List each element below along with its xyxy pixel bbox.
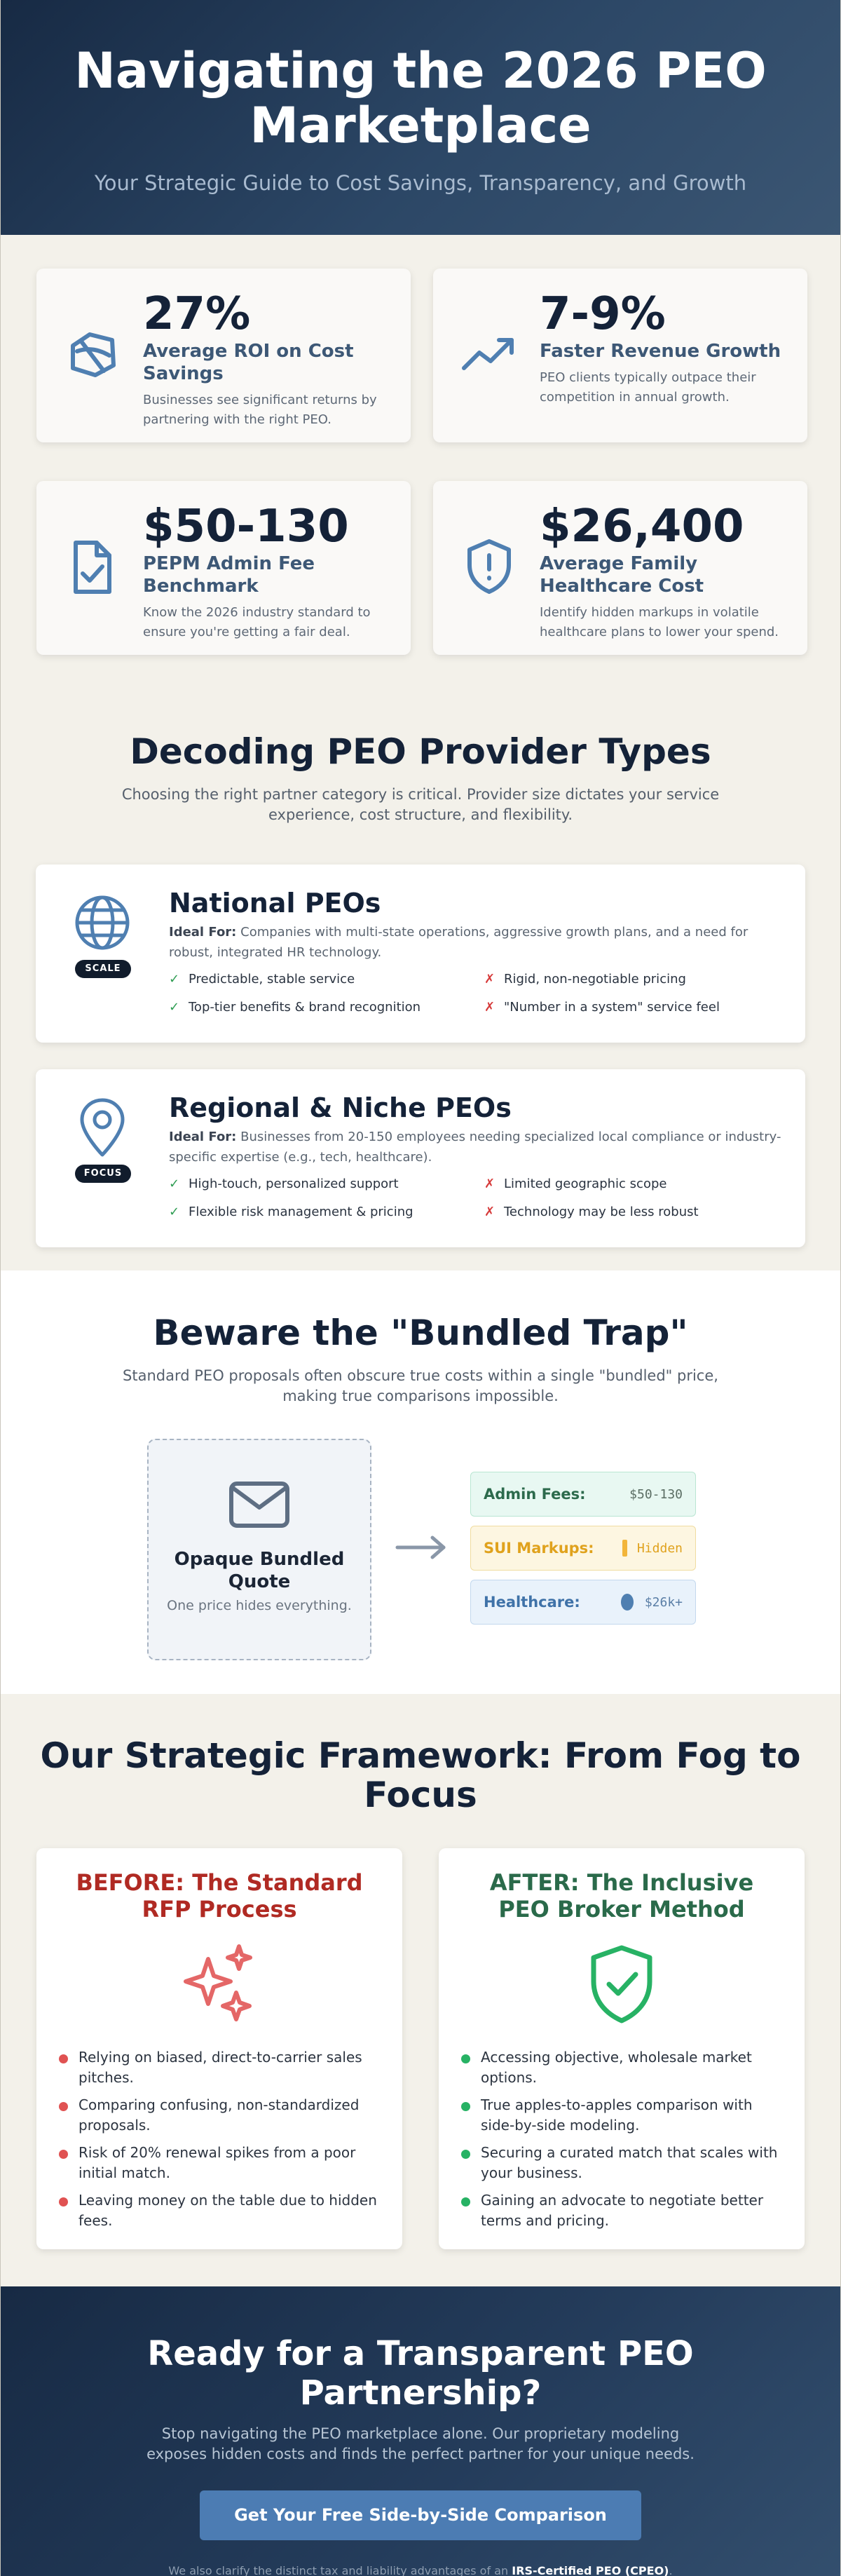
stat-card-roi bbox=[36, 269, 411, 442]
stat-card-healthcare bbox=[433, 481, 807, 655]
page-title: Navigating the 2026 PEO Marketplace bbox=[74, 42, 767, 154]
con-item bbox=[484, 1202, 779, 1222]
bundle-diagram bbox=[1, 1439, 840, 1670]
bundled-trap-section bbox=[1, 1270, 840, 1694]
fee-row-sui bbox=[470, 1526, 696, 1571]
quote-subtitle: One price hides everything. bbox=[167, 1598, 352, 1613]
list-item: True apples-to-apples comparison with side-by-side modeling. bbox=[461, 2095, 782, 2136]
cta-section bbox=[1, 2286, 840, 2576]
section-title: Beware the "Bundled Trap" bbox=[153, 1313, 688, 1353]
shield-check-icon bbox=[580, 1942, 664, 2026]
con-text: "Number in a system" service feel bbox=[504, 1000, 720, 1015]
after-card bbox=[439, 1848, 805, 2249]
con-item bbox=[484, 1174, 779, 1194]
fee-value-text: $50-130 bbox=[629, 1486, 683, 1502]
get-comparison-button[interactable]: Get Your Free Side-by-Side Comparison bbox=[200, 2490, 641, 2540]
cta-note-suffix: . bbox=[669, 2564, 673, 2576]
stat-description: Identify hidden markups in volatile healthcare plans to lower your spend. bbox=[540, 605, 779, 639]
list-item: Accessing objective, wholesale market options. bbox=[461, 2047, 782, 2088]
con-item bbox=[484, 970, 779, 989]
arrow-right-icon bbox=[395, 1533, 448, 1561]
provider-title: National PEOs bbox=[169, 888, 381, 918]
stat-label: PEPM Admin Fee Benchmark bbox=[143, 553, 315, 597]
cross-icon: ✗ bbox=[484, 1205, 495, 1219]
provider-badge: FOCUS bbox=[75, 1165, 131, 1183]
check-icon: ✓ bbox=[169, 1000, 180, 1015]
quote-title: Opaque Bundled Quote bbox=[174, 1549, 345, 1592]
savings-tag-icon bbox=[63, 325, 122, 384]
list-item: Risk of 20% renewal spikes from a poor initial match. bbox=[59, 2143, 380, 2183]
check-icon: ✓ bbox=[169, 1205, 180, 1219]
fee-label: Admin Fees: bbox=[484, 1486, 586, 1503]
stat-description: PEO clients typically outpace their competition in annual growth. bbox=[540, 370, 756, 405]
stat-description: Businesses see significant returns by partnering with the right PEO. bbox=[143, 393, 377, 427]
list-item: Relying on biased, direct-to-carrier sales pitches. bbox=[59, 2047, 380, 2088]
pro-item bbox=[169, 1174, 484, 1194]
cross-icon: ✗ bbox=[484, 972, 495, 987]
fee-value-text: $26k+ bbox=[644, 1594, 683, 1610]
ideal-for-text: Businesses from 20-150 employees needing specialized local compliance or industry-specific expertise (e.g., tech, healthcare). bbox=[169, 1130, 781, 1165]
pro-item bbox=[169, 998, 484, 1017]
pros-cons-list bbox=[169, 1174, 784, 1222]
pro-text: Top-tier benefits & brand recognition bbox=[189, 1000, 421, 1015]
provider-ideal-for bbox=[169, 1127, 784, 1167]
con-item bbox=[484, 998, 779, 1017]
stat-value: $26,400 bbox=[540, 501, 744, 553]
check-icon: ✓ bbox=[169, 972, 180, 987]
fee-value bbox=[629, 1487, 683, 1502]
dot-icon bbox=[621, 1594, 634, 1611]
stat-label: Average ROI on Cost Savings bbox=[143, 341, 354, 384]
fee-value-text: Hidden bbox=[636, 1540, 683, 1556]
stat-value: 27% bbox=[143, 288, 251, 340]
shield-alert-icon bbox=[460, 537, 519, 596]
provider-badge: SCALE bbox=[75, 960, 131, 978]
con-text: Limited geographic scope bbox=[504, 1177, 667, 1191]
pro-text: Predictable, stable service bbox=[189, 972, 355, 987]
pro-text: High-touch, personalized support bbox=[189, 1177, 399, 1191]
pros-cons-list bbox=[169, 970, 784, 1017]
provider-card-regional bbox=[36, 1069, 805, 1247]
cta-title: Ready for a Transparent PEO Partnership? bbox=[147, 2334, 694, 2413]
section-title: Our Strategic Framework: From Fog to Focus bbox=[40, 1735, 801, 1815]
cta-note-bold: IRS-Certified PEO (CPEO) bbox=[512, 2564, 669, 2576]
stat-card-pepm bbox=[36, 481, 411, 655]
before-heading: BEFORE: The Standard RFP Process bbox=[76, 1869, 363, 1923]
cross-icon: ✗ bbox=[484, 1000, 495, 1015]
pro-item bbox=[169, 1202, 484, 1222]
ideal-for-text: Companies with multi-state operations, aggressive growth plans, and a need for robust, integrated HR technology. bbox=[169, 925, 748, 960]
before-card bbox=[36, 1848, 402, 2249]
cta-subtitle: Stop navigating the PEO marketplace alone. Our proprietary modeling exposes hidden costs and finds the perfect partner for your unique needs. bbox=[146, 2425, 695, 2462]
sparkles-icon bbox=[177, 1942, 261, 2026]
after-list bbox=[461, 2047, 782, 2231]
map-pin-icon bbox=[71, 1096, 134, 1159]
section-title: Decoding PEO Provider Types bbox=[130, 731, 711, 772]
fee-row-healthcare bbox=[470, 1580, 696, 1625]
list-item: Gaining an advocate to negotiate better terms and pricing. bbox=[461, 2190, 782, 2231]
stat-description: Know the 2026 industry standard to ensure you're getting a fair deal. bbox=[143, 605, 371, 639]
ideal-for-label: Ideal For: bbox=[169, 925, 237, 940]
document-check-icon bbox=[63, 537, 122, 596]
hero-banner bbox=[1, 0, 840, 235]
before-list bbox=[59, 2047, 380, 2231]
fee-label: Healthcare: bbox=[484, 1594, 580, 1611]
list-item: Leaving money on the table due to hidden fees. bbox=[59, 2190, 380, 2231]
section-subtitle: Standard PEO proposals often obscure true costs within a single "bundled" price, making true comparisons impossible. bbox=[123, 1367, 718, 1404]
pro-text: Flexible risk management & pricing bbox=[189, 1205, 413, 1219]
check-icon: ✓ bbox=[169, 1177, 180, 1191]
provider-types-section bbox=[1, 670, 840, 1270]
provider-ideal-for bbox=[169, 922, 784, 963]
stat-value: $50-130 bbox=[143, 501, 349, 553]
list-item: Comparing confusing, non-standardized proposals. bbox=[59, 2095, 380, 2136]
cta-note-text: We also clarify the distinct tax and liability advantages of an bbox=[168, 2564, 509, 2576]
stat-label: Faster Revenue Growth bbox=[540, 341, 781, 362]
trend-up-icon bbox=[460, 325, 519, 384]
bundled-quote-box bbox=[147, 1439, 371, 1660]
framework-section bbox=[1, 1694, 840, 2286]
stat-value: 7-9% bbox=[540, 288, 666, 340]
fee-value bbox=[621, 1594, 683, 1611]
stat-card-revenue bbox=[433, 269, 807, 442]
after-heading: AFTER: The Inclusive PEO Broker Method bbox=[489, 1869, 754, 1923]
page-subtitle: Your Strategic Guide to Cost Savings, Transparency, and Growth bbox=[94, 171, 747, 195]
list-item: Securing a curated match that scales with your business. bbox=[461, 2143, 782, 2183]
envelope-icon bbox=[226, 1477, 293, 1533]
globe-icon bbox=[71, 891, 134, 954]
fee-value bbox=[622, 1540, 683, 1557]
con-text: Technology may be less robust bbox=[504, 1205, 699, 1219]
pro-item bbox=[169, 970, 484, 989]
fee-row-admin bbox=[470, 1472, 696, 1517]
cross-icon: ✗ bbox=[484, 1177, 495, 1191]
hidden-bar-icon bbox=[622, 1540, 627, 1557]
cta-note bbox=[1, 2564, 840, 2576]
stats-grid bbox=[1, 235, 840, 670]
provider-card-national bbox=[36, 865, 805, 1043]
provider-title: Regional & Niche PEOs bbox=[169, 1092, 512, 1123]
framework-grid bbox=[1, 1848, 840, 2249]
con-text: Rigid, non-negotiable pricing bbox=[504, 972, 686, 987]
stat-label: Average Family Healthcare Cost bbox=[540, 553, 704, 597]
section-subtitle: Choosing the right partner category is critical. Provider size dictates your service experience, cost structure, and flexibility. bbox=[121, 786, 720, 823]
ideal-for-label: Ideal For: bbox=[169, 1130, 237, 1144]
fee-label: SUI Markups: bbox=[484, 1540, 594, 1557]
